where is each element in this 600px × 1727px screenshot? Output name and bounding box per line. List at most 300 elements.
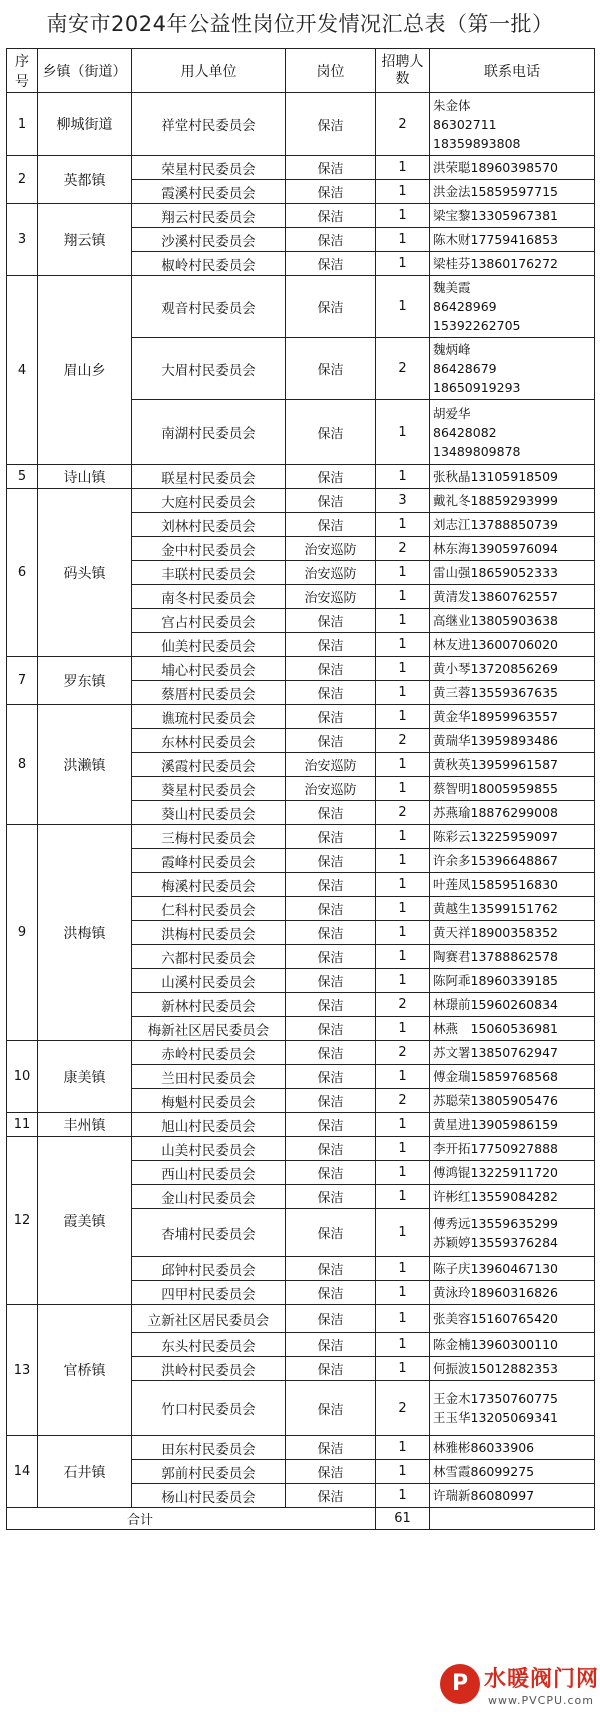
cell-index: 13 (7, 1305, 38, 1436)
cell-employer: 田东村民委员会 (132, 1436, 286, 1460)
header-town: 乡镇（街道） (38, 49, 132, 93)
cell-phone (430, 1017, 595, 1041)
cell-count: 1 (376, 1257, 430, 1281)
header-count: 招聘人数 (376, 49, 430, 93)
cell-town: 霞美镇 (38, 1137, 132, 1305)
watermark-name: 水暖阀门网 (484, 1667, 600, 1692)
phone-line: 梁桂芬13860176272 (433, 256, 558, 271)
cell-employer: 东头村民委员会 (132, 1333, 286, 1357)
cell-count: 1 (376, 228, 430, 252)
cell-post: 保洁 (286, 945, 376, 969)
table-row (7, 1305, 595, 1333)
cell-post: 保洁 (286, 1041, 376, 1065)
phone-line: 陈金楠13960300110 (433, 1337, 558, 1352)
cell-post: 保洁 (286, 1017, 376, 1041)
cell-employer: 埔心村民委员会 (132, 657, 286, 681)
page-title: 南安市2024年公益性岗位开发情况汇总表（第一批） (46, 12, 554, 36)
phone-line: 张秋晶13105918509 (433, 469, 558, 484)
cell-phone (430, 729, 595, 753)
cell-employer: 洪梅村民委员会 (132, 921, 286, 945)
phone-line: 黄越生13599151762 (433, 901, 558, 916)
phone-line: 黄秋英13959961587 (433, 757, 558, 772)
cell-index: 14 (7, 1436, 38, 1508)
cell-employer: 椒岭村民委员会 (132, 252, 286, 276)
phone-line: 刘志江13788850739 (433, 517, 558, 532)
table-row (7, 93, 595, 156)
cell-phone (430, 537, 595, 561)
cell-employer: 宫占村民委员会 (132, 609, 286, 633)
cell-count: 1 (376, 156, 430, 180)
cell-phone (430, 945, 595, 969)
phone-line: 林雅彬86033906 (433, 1440, 535, 1455)
cell-employer: 金山村民委员会 (132, 1185, 286, 1209)
phone-line: 梁宝黎13305967381 (433, 208, 558, 223)
cell-employer: 西山村民委员会 (132, 1161, 286, 1185)
phone-line: 叶莲凤15859516830 (433, 877, 558, 892)
cell-employer: 荣星村民委员会 (132, 156, 286, 180)
cell-town: 柳城街道 (38, 93, 132, 156)
cell-phone (430, 1161, 595, 1185)
cell-post: 保洁 (286, 1333, 376, 1357)
total-count: 61 (376, 1508, 430, 1530)
cell-post: 保洁 (286, 1209, 376, 1257)
phone-line: 李开拓17750927888 (433, 1141, 558, 1156)
cell-count: 1 (376, 276, 430, 338)
cell-employer: 溪霞村民委员会 (132, 753, 286, 777)
cell-phone (430, 825, 595, 849)
cell-employer: 刘林村民委员会 (132, 513, 286, 537)
phone-line: 苏燕瑜18876299008 (433, 805, 558, 820)
phone-line: 胡爱华 (433, 405, 471, 421)
cell-phone (430, 180, 595, 204)
cell-post: 保洁 (286, 1460, 376, 1484)
cell-count: 1 (376, 465, 430, 489)
cell-post: 保洁 (286, 993, 376, 1017)
phone-line: 黄小琴13720856269 (433, 661, 558, 676)
cell-employer: 杨山村民委员会 (132, 1484, 286, 1508)
cell-phone (430, 633, 595, 657)
cell-post: 保洁 (286, 1381, 376, 1436)
cell-count: 1 (376, 897, 430, 921)
cell-index: 6 (7, 489, 38, 657)
cell-phone (430, 777, 595, 801)
cell-employer: 山美村民委员会 (132, 1137, 286, 1161)
cell-post: 保洁 (286, 252, 376, 276)
cell-post: 保洁 (286, 1161, 376, 1185)
phone-line: 王玉华13205069341 (433, 1410, 558, 1425)
table-row (7, 1041, 595, 1065)
phone-line: 雷山强18659052333 (433, 565, 558, 580)
cell-post: 保洁 (286, 276, 376, 338)
cell-employer: 观音村民委员会 (132, 276, 286, 338)
cell-count: 1 (376, 1484, 430, 1508)
cell-count: 2 (376, 1381, 430, 1436)
cell-index: 2 (7, 156, 38, 204)
cell-phone (430, 657, 595, 681)
phone-line: 许余多15396648867 (433, 853, 558, 868)
cell-index: 3 (7, 204, 38, 276)
table-row (7, 825, 595, 849)
cell-post: 保洁 (286, 204, 376, 228)
cell-index: 4 (7, 276, 38, 465)
cell-town: 官桥镇 (38, 1305, 132, 1436)
cell-phone (430, 1357, 595, 1381)
cell-employer: 兰田村民委员会 (132, 1065, 286, 1089)
cell-phone (430, 1460, 595, 1484)
cell-post: 保洁 (286, 228, 376, 252)
cell-count: 1 (376, 513, 430, 537)
cell-employer: 谯琉村民委员会 (132, 705, 286, 729)
cell-phone (430, 1381, 595, 1436)
cell-count: 1 (376, 1305, 430, 1333)
phone-line: 魏美霞 (433, 280, 471, 295)
cell-count: 1 (376, 633, 430, 657)
cell-phone (430, 1041, 595, 1065)
phone-line: 魏炳峰 (433, 342, 471, 357)
cell-phone (430, 1185, 595, 1209)
phone-line: 黄瑞华13959893486 (433, 733, 558, 748)
cell-employer: 大庭村民委员会 (132, 489, 286, 513)
phone-line: 黄星进13905986159 (433, 1117, 558, 1132)
cell-phone (430, 1137, 595, 1161)
cell-employer: 沙溪村民委员会 (132, 228, 286, 252)
cell-phone (430, 156, 595, 180)
cell-count: 1 (376, 1065, 430, 1089)
cell-phone (430, 276, 595, 338)
cell-count: 1 (376, 657, 430, 681)
cell-count: 1 (376, 1137, 430, 1161)
cell-count: 1 (376, 705, 430, 729)
cell-phone (430, 1113, 595, 1137)
table-row (7, 705, 595, 729)
cell-town: 眉山乡 (38, 276, 132, 465)
watermark-logo-icon: P (440, 1664, 480, 1704)
cell-phone (430, 849, 595, 873)
phone-line: 15392262705 (433, 318, 521, 333)
cell-post: 保洁 (286, 681, 376, 705)
cell-employer: 立新社区居民委员会 (132, 1305, 286, 1333)
cell-phone (430, 465, 595, 489)
cell-post: 保洁 (286, 825, 376, 849)
cell-town: 康美镇 (38, 1041, 132, 1113)
table-row (7, 1113, 595, 1137)
cell-phone (430, 873, 595, 897)
cell-count: 1 (376, 825, 430, 849)
cell-phone (430, 489, 595, 513)
table-row (7, 1436, 595, 1460)
cell-employer: 杏埔村民委员会 (132, 1209, 286, 1257)
cell-post: 保洁 (286, 1113, 376, 1137)
header-row (7, 49, 595, 93)
phone-line: 黄泳玲18960316826 (433, 1285, 558, 1300)
cell-phone (430, 969, 595, 993)
table-body (7, 93, 595, 1508)
cell-post: 保洁 (286, 609, 376, 633)
phone-line: 林友进13600706020 (433, 637, 558, 652)
cell-employer: 新林村民委员会 (132, 993, 286, 1017)
cell-index: 10 (7, 1041, 38, 1113)
cell-count: 2 (376, 993, 430, 1017)
cell-phone (430, 1209, 595, 1257)
cell-town: 罗东镇 (38, 657, 132, 705)
cell-employer: 竹口村民委员会 (132, 1381, 286, 1436)
cell-phone (430, 609, 595, 633)
cell-town: 码头镇 (38, 489, 132, 657)
cell-count: 2 (376, 338, 430, 400)
cell-post: 保洁 (286, 156, 376, 180)
cell-employer: 蔡厝村民委员会 (132, 681, 286, 705)
cell-phone (430, 921, 595, 945)
phone-line: 傅秀远13559635299 (433, 1215, 558, 1231)
cell-index: 5 (7, 465, 38, 489)
watermark (440, 1660, 600, 1722)
cell-index: 9 (7, 825, 38, 1041)
cell-post: 保洁 (286, 513, 376, 537)
cell-count: 2 (376, 537, 430, 561)
phone-line: 张美容15160765420 (433, 1311, 558, 1326)
phone-line: 许彬红13559084282 (433, 1189, 558, 1204)
cell-employer: 翔云村民委员会 (132, 204, 286, 228)
total-row (7, 1508, 595, 1530)
cell-count: 1 (376, 1436, 430, 1460)
cell-post: 保洁 (286, 93, 376, 156)
cell-employer: 四甲村民委员会 (132, 1281, 286, 1305)
phone-line: 高继业13805903638 (433, 613, 558, 628)
phone-line: 86302711 (433, 116, 497, 132)
cell-employer: 霞溪村民委员会 (132, 180, 286, 204)
cell-phone (430, 705, 595, 729)
cell-phone (430, 1065, 595, 1089)
cell-count: 1 (376, 849, 430, 873)
cell-post: 保洁 (286, 1484, 376, 1508)
cell-phone (430, 753, 595, 777)
cell-phone (430, 204, 595, 228)
cell-phone (430, 1257, 595, 1281)
phone-line: 戴礼冬18859293999 (433, 493, 558, 508)
cell-phone (430, 93, 595, 156)
cell-employer: 洪岭村民委员会 (132, 1357, 286, 1381)
cell-post: 保洁 (286, 921, 376, 945)
header-employer: 用人单位 (132, 49, 286, 93)
cell-employer: 仁科村民委员会 (132, 897, 286, 921)
cell-phone (430, 513, 595, 537)
cell-employer: 梅新社区居民委员会 (132, 1017, 286, 1041)
cell-index: 12 (7, 1137, 38, 1305)
phone-line: 林雪霞86099275 (433, 1464, 535, 1479)
cell-post: 治安巡防 (286, 753, 376, 777)
cell-employer: 大眉村民委员会 (132, 338, 286, 400)
cell-post: 保洁 (286, 180, 376, 204)
phone-line: 王金木17350760775 (433, 1391, 558, 1406)
summary-table (6, 48, 595, 1530)
phone-line: 苏颖婷13559376284 (433, 1234, 558, 1250)
cell-post: 保洁 (286, 1281, 376, 1305)
cell-count: 1 (376, 921, 430, 945)
cell-count: 1 (376, 777, 430, 801)
cell-count: 1 (376, 1357, 430, 1381)
phone-line: 陈子庆13960467130 (433, 1261, 558, 1276)
phone-line: 86428679 (433, 361, 497, 376)
cell-count: 3 (376, 489, 430, 513)
cell-count: 1 (376, 945, 430, 969)
cell-count: 1 (376, 753, 430, 777)
cell-count: 1 (376, 561, 430, 585)
cell-post: 保洁 (286, 1065, 376, 1089)
cell-town: 洪濑镇 (38, 705, 132, 825)
cell-count: 1 (376, 400, 430, 465)
cell-count: 1 (376, 585, 430, 609)
header-post: 岗位 (286, 49, 376, 93)
cell-count: 1 (376, 1017, 430, 1041)
cell-post: 保洁 (286, 1137, 376, 1161)
cell-post: 保洁 (286, 969, 376, 993)
total-phone-empty (430, 1508, 595, 1530)
cell-post: 治安巡防 (286, 585, 376, 609)
cell-count: 2 (376, 729, 430, 753)
header-index: 序号 (7, 49, 38, 93)
cell-phone (430, 1281, 595, 1305)
cell-employer: 梅溪村民委员会 (132, 873, 286, 897)
phone-line: 黄清发13860762557 (433, 589, 558, 604)
watermark-url: www.PVCPU.com (488, 1694, 594, 1707)
cell-employer: 南冬村民委员会 (132, 585, 286, 609)
cell-count: 1 (376, 1113, 430, 1137)
cell-phone (430, 585, 595, 609)
cell-count: 1 (376, 1161, 430, 1185)
phone-line: 黄金华18959963557 (433, 709, 558, 724)
cell-phone (430, 228, 595, 252)
cell-post: 治安巡防 (286, 561, 376, 585)
phone-line: 蔡智明18005959855 (433, 781, 558, 796)
total-label: 合计 (7, 1508, 376, 1530)
phone-line: 苏聪荣13805905476 (433, 1093, 558, 1108)
cell-town: 丰州镇 (38, 1113, 132, 1137)
phone-line: 18359893808 (433, 135, 521, 151)
table-row (7, 489, 595, 513)
table-row (7, 1137, 595, 1161)
cell-post: 治安巡防 (286, 537, 376, 561)
cell-count: 1 (376, 204, 430, 228)
cell-employer: 旭山村民委员会 (132, 1113, 286, 1137)
cell-post: 保洁 (286, 729, 376, 753)
cell-post: 保洁 (286, 400, 376, 465)
cell-index: 8 (7, 705, 38, 825)
cell-employer: 山溪村民委员会 (132, 969, 286, 993)
cell-phone (430, 252, 595, 276)
cell-phone (430, 993, 595, 1017)
cell-employer: 梅魁村民委员会 (132, 1089, 286, 1113)
cell-count: 1 (376, 1460, 430, 1484)
cell-employer: 邱钟村民委员会 (132, 1257, 286, 1281)
cell-post: 保洁 (286, 705, 376, 729)
cell-post: 保洁 (286, 489, 376, 513)
table-row (7, 276, 595, 338)
cell-post: 保洁 (286, 633, 376, 657)
cell-employer: 丰联村民委员会 (132, 561, 286, 585)
cell-count: 2 (376, 1041, 430, 1065)
cell-post: 保洁 (286, 849, 376, 873)
cell-count: 2 (376, 801, 430, 825)
cell-index: 7 (7, 657, 38, 705)
cell-post: 保洁 (286, 657, 376, 681)
phone-line: 洪荣聪18960398570 (433, 160, 558, 175)
cell-town: 翔云镇 (38, 204, 132, 276)
cell-employer: 葵星村民委员会 (132, 777, 286, 801)
table-row (7, 465, 595, 489)
cell-phone (430, 1089, 595, 1113)
cell-post: 保洁 (286, 897, 376, 921)
cell-employer: 六都村民委员会 (132, 945, 286, 969)
phone-line: 18650919293 (433, 380, 521, 395)
cell-phone (430, 1436, 595, 1460)
phone-line: 13489809878 (433, 443, 521, 459)
cell-phone (430, 897, 595, 921)
phone-line: 傅鸿锟13225911720 (433, 1165, 558, 1180)
cell-post: 保洁 (286, 1305, 376, 1333)
cell-count: 1 (376, 1281, 430, 1305)
cell-employer: 祥堂村民委员会 (132, 93, 286, 156)
cell-phone (430, 1305, 595, 1333)
cell-employer: 仙美村民委员会 (132, 633, 286, 657)
phone-line: 何振波15012882353 (433, 1361, 558, 1376)
phone-line: 陈彩云13225959097 (433, 829, 558, 844)
cell-phone (430, 561, 595, 585)
phone-line: 黄天祥18900358352 (433, 925, 558, 940)
cell-count: 2 (376, 93, 430, 156)
cell-employer: 金中村民委员会 (132, 537, 286, 561)
table-row (7, 156, 595, 180)
cell-index: 11 (7, 1113, 38, 1137)
phone-line: 洪金法15859597715 (433, 184, 558, 199)
phone-line: 86428969 (433, 299, 497, 314)
phone-line: 傅金瑞15859768568 (433, 1069, 558, 1084)
phone-line: 陶赛君13788862578 (433, 949, 558, 964)
cell-town: 英都镇 (38, 156, 132, 204)
header-phone: 联系电话 (430, 49, 595, 93)
phone-line: 许瑞新86080997 (433, 1488, 535, 1503)
cell-post: 保洁 (286, 1436, 376, 1460)
cell-town: 石井镇 (38, 1436, 132, 1508)
cell-post: 保洁 (286, 801, 376, 825)
cell-town: 洪梅镇 (38, 825, 132, 1041)
cell-post: 保洁 (286, 1357, 376, 1381)
cell-count: 1 (376, 180, 430, 204)
cell-phone (430, 400, 595, 465)
cell-post: 保洁 (286, 1089, 376, 1113)
phone-line: 陈木财17759416853 (433, 232, 558, 247)
cell-employer: 霞峰村民委员会 (132, 849, 286, 873)
cell-post: 保洁 (286, 1185, 376, 1209)
cell-phone (430, 1333, 595, 1357)
cell-phone (430, 1484, 595, 1508)
cell-phone (430, 801, 595, 825)
table-row (7, 204, 595, 228)
cell-count: 1 (376, 681, 430, 705)
cell-phone (430, 338, 595, 400)
cell-count: 2 (376, 1089, 430, 1113)
phone-line: 陈阿乖18960339185 (433, 973, 558, 988)
cell-post: 保洁 (286, 338, 376, 400)
cell-employer: 东林村民委员会 (132, 729, 286, 753)
cell-index: 1 (7, 93, 38, 156)
cell-employer: 葵山村民委员会 (132, 801, 286, 825)
phone-line: 86428082 (433, 424, 497, 440)
cell-post: 治安巡防 (286, 777, 376, 801)
phone-line: 朱金体 (433, 97, 471, 113)
table-row (7, 657, 595, 681)
phone-line: 苏文署13850762947 (433, 1045, 558, 1060)
cell-count: 1 (376, 609, 430, 633)
